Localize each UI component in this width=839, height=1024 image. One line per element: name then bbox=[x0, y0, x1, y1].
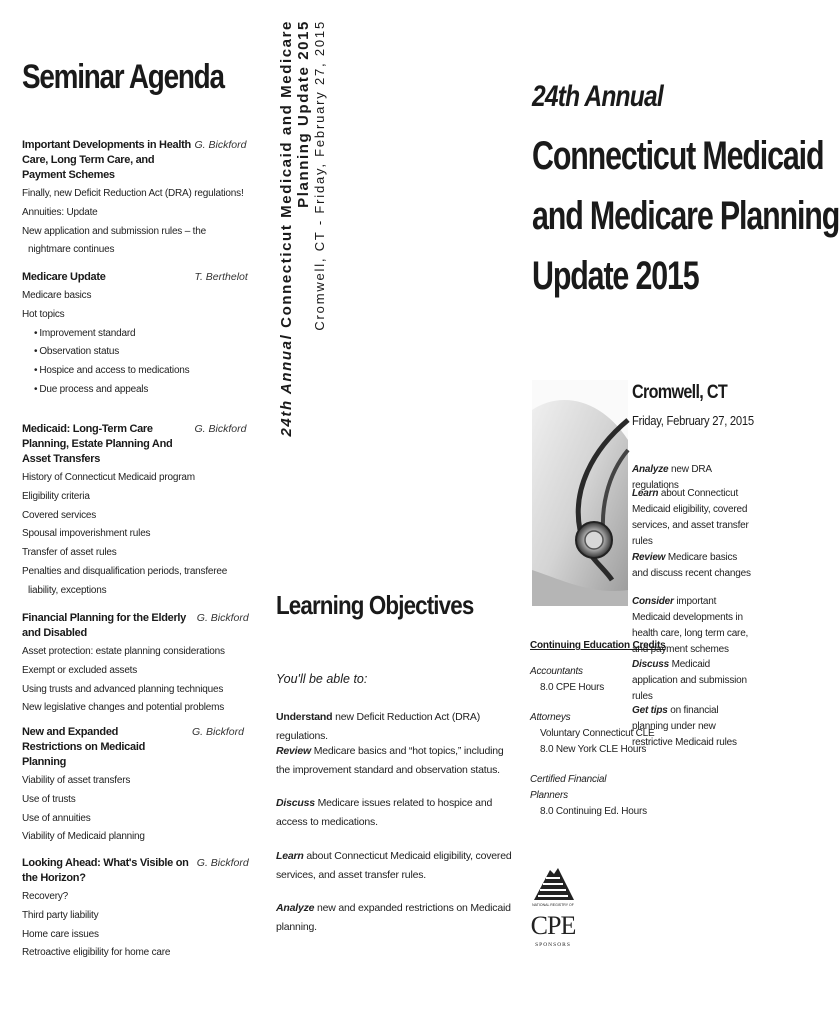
ce-hours: 8.0 CPE Hours bbox=[540, 682, 605, 693]
session-item: liability, exceptions bbox=[28, 584, 107, 596]
session-title: Medicare Update bbox=[22, 271, 106, 283]
session-item: Medicare basics bbox=[22, 290, 92, 301]
logo-name: CPE bbox=[530, 911, 576, 940]
cover-goal bbox=[632, 486, 752, 550]
ce-group bbox=[530, 710, 655, 758]
ce-hours: 8.0 Continuing Ed. Hours bbox=[540, 806, 647, 817]
session-item: Transfer of asset rules bbox=[22, 547, 117, 559]
session-item: Covered services bbox=[22, 509, 97, 521]
objective-lead: Understand bbox=[276, 711, 333, 723]
session-speaker: G. Bickford bbox=[196, 857, 249, 869]
session-title: Medicaid: Long-Term Care Planning, Estate Planning And Asset Transfers bbox=[22, 423, 173, 465]
cover-goal bbox=[632, 703, 752, 751]
logo-seal-text: NATIONAL REGISTRY OF bbox=[532, 903, 574, 907]
goal-lead: Consider bbox=[632, 596, 674, 607]
objective-text: Medicare issues related to hospice and access to medications. bbox=[276, 797, 493, 828]
goal-lead: Discuss bbox=[632, 659, 669, 670]
session-bullet: • Improvement standard bbox=[22, 325, 252, 344]
agenda-title: Seminar Agenda bbox=[22, 58, 224, 96]
session-speaker: G. Bickford bbox=[192, 726, 244, 738]
goal-text: new DRA regulations bbox=[632, 464, 712, 491]
session-speaker: T. Berthelot bbox=[194, 271, 248, 283]
session-item: New legislative changes and potential problems bbox=[22, 702, 225, 714]
agenda-session bbox=[22, 725, 252, 847]
session-title: Looking Ahead: What's Visible on the Horizon? bbox=[22, 857, 189, 884]
stethoscope-photo bbox=[532, 380, 628, 606]
objective-text: new and expanded restrictions on Medicaid planning. bbox=[276, 902, 511, 933]
session-title: New and Expanded Restrictions on Medicaid Planning bbox=[22, 726, 145, 768]
objective bbox=[276, 847, 516, 885]
ce-group bbox=[530, 772, 647, 820]
strip-title: Connecticut Medicaid and Medicare bbox=[277, 20, 295, 328]
session-item: Viability of Medicaid planning bbox=[22, 831, 145, 843]
agenda-session bbox=[22, 138, 252, 260]
strip-line-3: Cromwell, CT - Friday, February 27, 2015 bbox=[311, 20, 327, 331]
session-item: Exempt or excluded assets bbox=[22, 664, 138, 676]
session-item: Viability of asset transfers bbox=[22, 775, 131, 786]
objective-lead: Learn bbox=[276, 850, 304, 862]
goal-text: Medicaid application and submission rules bbox=[632, 659, 747, 702]
learning-objectives-title: Learning Objectives bbox=[276, 590, 474, 620]
session-bullet: • Hospice and access to medications bbox=[22, 362, 252, 381]
vertical-title-strip bbox=[268, 20, 336, 550]
session-item: New application and submission rules – the bbox=[22, 225, 206, 237]
objective-text: about Connecticut Medicaid eligibility, covered services, and asset transfer rules. bbox=[276, 850, 512, 881]
goal-text: Medicare basics and discuss recent changes bbox=[632, 552, 751, 579]
session-item: Eligibility criteria bbox=[22, 490, 90, 502]
session-item: Use of annuities bbox=[22, 812, 91, 824]
learning-objectives-subtitle: You'll be able to: bbox=[276, 672, 368, 686]
session-item: nightmare continues bbox=[28, 244, 115, 256]
cover-city: Cromwell, CT bbox=[632, 382, 728, 403]
session-speaker: G. Bickford bbox=[194, 139, 247, 151]
ce-group bbox=[530, 664, 630, 696]
session-title: Important Developments in Health Care, Long Term Care, and Payment Schemes bbox=[22, 139, 191, 181]
cover-date: Friday, February 27, 2015 bbox=[632, 414, 754, 428]
ce-credits-title: Continuing Education Credits bbox=[530, 640, 666, 651]
session-bullet: • Observation status bbox=[22, 343, 252, 362]
objective bbox=[276, 899, 516, 937]
agenda-session bbox=[22, 856, 252, 963]
agenda-session bbox=[22, 422, 252, 601]
goal-lead: Review bbox=[632, 552, 666, 563]
session-item: Hot topics bbox=[22, 308, 65, 320]
session-item: Spousal impoverishment rules bbox=[22, 528, 151, 540]
session-speaker: G. Bickford bbox=[194, 423, 247, 435]
cover-title-line: Connecticut Medicaid bbox=[532, 134, 824, 178]
session-item: Annuities: Update bbox=[22, 206, 98, 218]
objective-text: Medicare basics and “hot topics,” including the improvement standard and observation status. bbox=[276, 745, 504, 776]
session-item: Asset protection: estate planning considerations bbox=[22, 646, 225, 657]
ce-category: Attorneys bbox=[530, 712, 571, 723]
session-speaker: G. Bickford bbox=[196, 612, 249, 624]
strip-line-2: Planning Update 2015 bbox=[294, 20, 312, 208]
objective bbox=[276, 742, 516, 780]
ce-hours: Voluntary Connecticut CLE bbox=[540, 728, 655, 739]
strip-line-1 bbox=[278, 20, 295, 550]
objective-lead: Review bbox=[276, 745, 311, 757]
session-item: Using trusts and advanced planning techniques bbox=[22, 683, 224, 695]
session-item: Penalties and disqualification periods, transferee bbox=[22, 565, 228, 577]
objective-lead: Analyze bbox=[276, 902, 315, 914]
session-bullet: • Due process and appeals bbox=[22, 381, 252, 400]
goal-text: on financial planning under new restrictive Medicaid rules bbox=[632, 705, 737, 748]
goal-lead: Get tips bbox=[632, 705, 668, 716]
session-item: Recovery? bbox=[22, 891, 68, 902]
session-item: Use of trusts bbox=[22, 793, 76, 805]
session-item: Retroactive eligibility for home care bbox=[22, 947, 171, 959]
session-title: Financial Planning for the Elderly and Disabled bbox=[22, 612, 186, 639]
cover-annual: 24th Annual bbox=[532, 80, 663, 113]
objective-lead: Discuss bbox=[276, 797, 315, 809]
session-item: Home care issues bbox=[22, 928, 99, 940]
objective bbox=[276, 708, 516, 746]
goal-lead: Learn bbox=[632, 488, 659, 499]
goal-text: important Medicaid developments in health care, long term care, and payment schemes bbox=[632, 596, 749, 655]
goal-text: about Connecticut Medicaid eligibility, covered services, and asset transfer rules bbox=[632, 488, 749, 547]
session-item: Finally, new Deficit Reduction Act (DRA) regulations! bbox=[22, 188, 244, 199]
ce-category: Certified Financial Planners bbox=[530, 774, 607, 801]
agenda-session bbox=[22, 270, 252, 400]
strip-annual: 24th Annual bbox=[277, 333, 295, 437]
cover-title-line: Update 2015 bbox=[532, 254, 699, 298]
ce-hours: 8.0 New York CLE Hours bbox=[540, 744, 647, 755]
objective bbox=[276, 794, 516, 832]
session-item: History of Connecticut Medicaid program bbox=[22, 472, 195, 483]
cover-goal bbox=[632, 657, 752, 705]
goal-lead: Analyze bbox=[632, 464, 669, 475]
logo-sub: SPONSORS bbox=[535, 942, 571, 948]
cover-title-line: and Medicare Planning bbox=[532, 194, 839, 238]
agenda-session bbox=[22, 611, 252, 718]
objective-text: new Deficit Reduction Act (DRA) regulations. bbox=[276, 711, 481, 742]
cover-goal bbox=[632, 550, 752, 582]
cpe-sponsors-logo bbox=[530, 860, 576, 952]
session-item: Third party liability bbox=[22, 909, 99, 921]
ce-category: Accountants bbox=[530, 666, 583, 677]
